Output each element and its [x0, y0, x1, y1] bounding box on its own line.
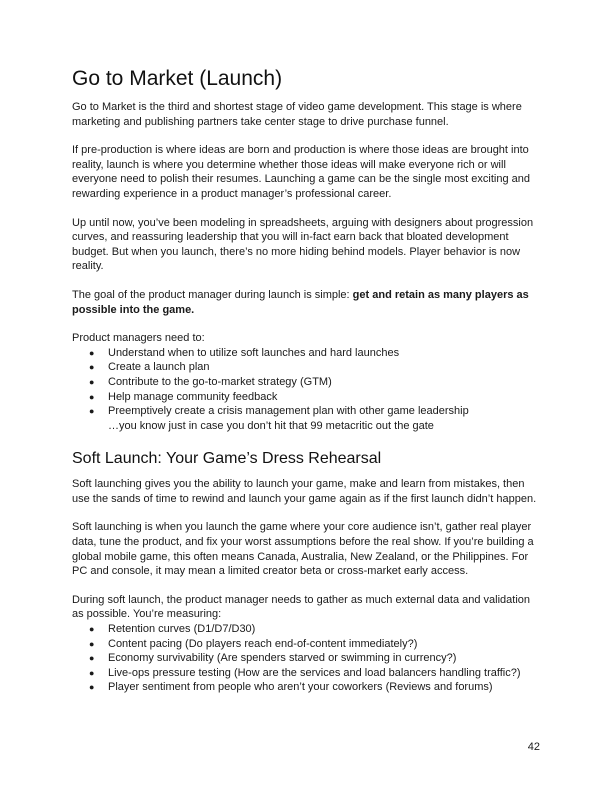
list-item: ● Understand when to utilize soft launches and hard launches — [89, 346, 400, 359]
goal-prefix: The goal of the product manager during launch is simple: — [72, 288, 353, 301]
needs-intro: Product managers need to: — [72, 332, 205, 345]
bullet-icon: ● — [89, 362, 95, 373]
document-page — [72, 66, 540, 695]
needs-continuation: …you know just in case you don’t hit that 99 metacritic out the gate — [108, 419, 434, 432]
bullet-icon: ● — [89, 347, 95, 358]
bullet-icon: ● — [89, 667, 95, 678]
goal-paragraph — [72, 288, 540, 317]
bullet-icon: ● — [89, 406, 95, 417]
list-item: ● Content pacing (Do players reach end-of-content immediately?) — [89, 637, 418, 650]
preproduction-paragraph: If pre-production is where ideas are born and production is where those ideas are brought into reality, launch is where you determine whether those ideas will make everyone rich or will everyone need to polish their resumes. Launching a game can be the single most exciting and rewarding experience in a product manager’s professional career. — [72, 144, 531, 200]
list-item: ● Live-ops pressure testing (How are the services and load balancers handling traffic?) — [89, 666, 521, 679]
bullet-icon: ● — [89, 376, 95, 387]
bullet-icon: ● — [89, 638, 95, 649]
list-item: ● Create a launch plan — [89, 361, 210, 374]
list-item: ● Retention curves (D1/D7/D30) — [89, 623, 256, 636]
section-heading: Soft Launch: Your Game’s Dress Rehearsal — [72, 450, 382, 468]
list-item: ● Player sentiment from people who aren’t your coworkers (Reviews and forums) — [89, 681, 493, 694]
intro-paragraph: Go to Market is the third and shortest stage of video game development. This stage is where marketing and publishing partners take center stage to drive purchase funnel. — [72, 101, 522, 128]
bullet-icon: ● — [89, 624, 95, 635]
bullet-icon: ● — [89, 391, 95, 402]
page-title: Go to Market (Launch) — [72, 67, 283, 90]
soft-launch-paragraph-2: Soft launching is when you launch the game where your core audience isn’t, gather real player data, tune the product, and fix your worst assumptions before the real show. If you’re building a global mobile game, this often means Canada, Australia, New Zealand, or the Philippines. For PC and console, it may mean a limited creator beta or cross-market early access. — [72, 521, 534, 578]
page-number: 42 — [527, 741, 540, 753]
bullet-icon: ● — [89, 682, 95, 693]
goal-bold: get and retain as many players as possible into the game. — [72, 288, 529, 316]
list-item: ● Help manage community feedback — [89, 390, 278, 403]
list-item: ● Economy survivability (Are spenders starved or swimming in currency?) — [89, 652, 457, 665]
list-item: ● Preemptively create a crisis management plan with other game leadership — [89, 405, 469, 418]
soft-launch-paragraph-3: During soft launch, the product manager needs to gather as much external data and validation as possible. You’re measuring: — [72, 593, 531, 621]
bullet-icon: ● — [89, 653, 95, 664]
needs-list — [72, 346, 540, 419]
spreadsheets-paragraph: Up until now, you’ve been modeling in spreadsheets, arguing with designers about progression curves, and reassuring leadership that you will in-fact earn back that bloated development budget. But when you launch, there’s no more hiding behind models. Player behavior is now reality. — [72, 216, 534, 273]
measures-list — [72, 622, 540, 695]
soft-launch-paragraph-1: Soft launching gives you the ability to launch your game, make and learn from mistakes, then use the sands of time to rewind and launch your game again as if the first launch didn’t happen. — [72, 478, 537, 505]
list-item: ● Contribute to the go-to-market strategy (GTM) — [89, 375, 332, 388]
